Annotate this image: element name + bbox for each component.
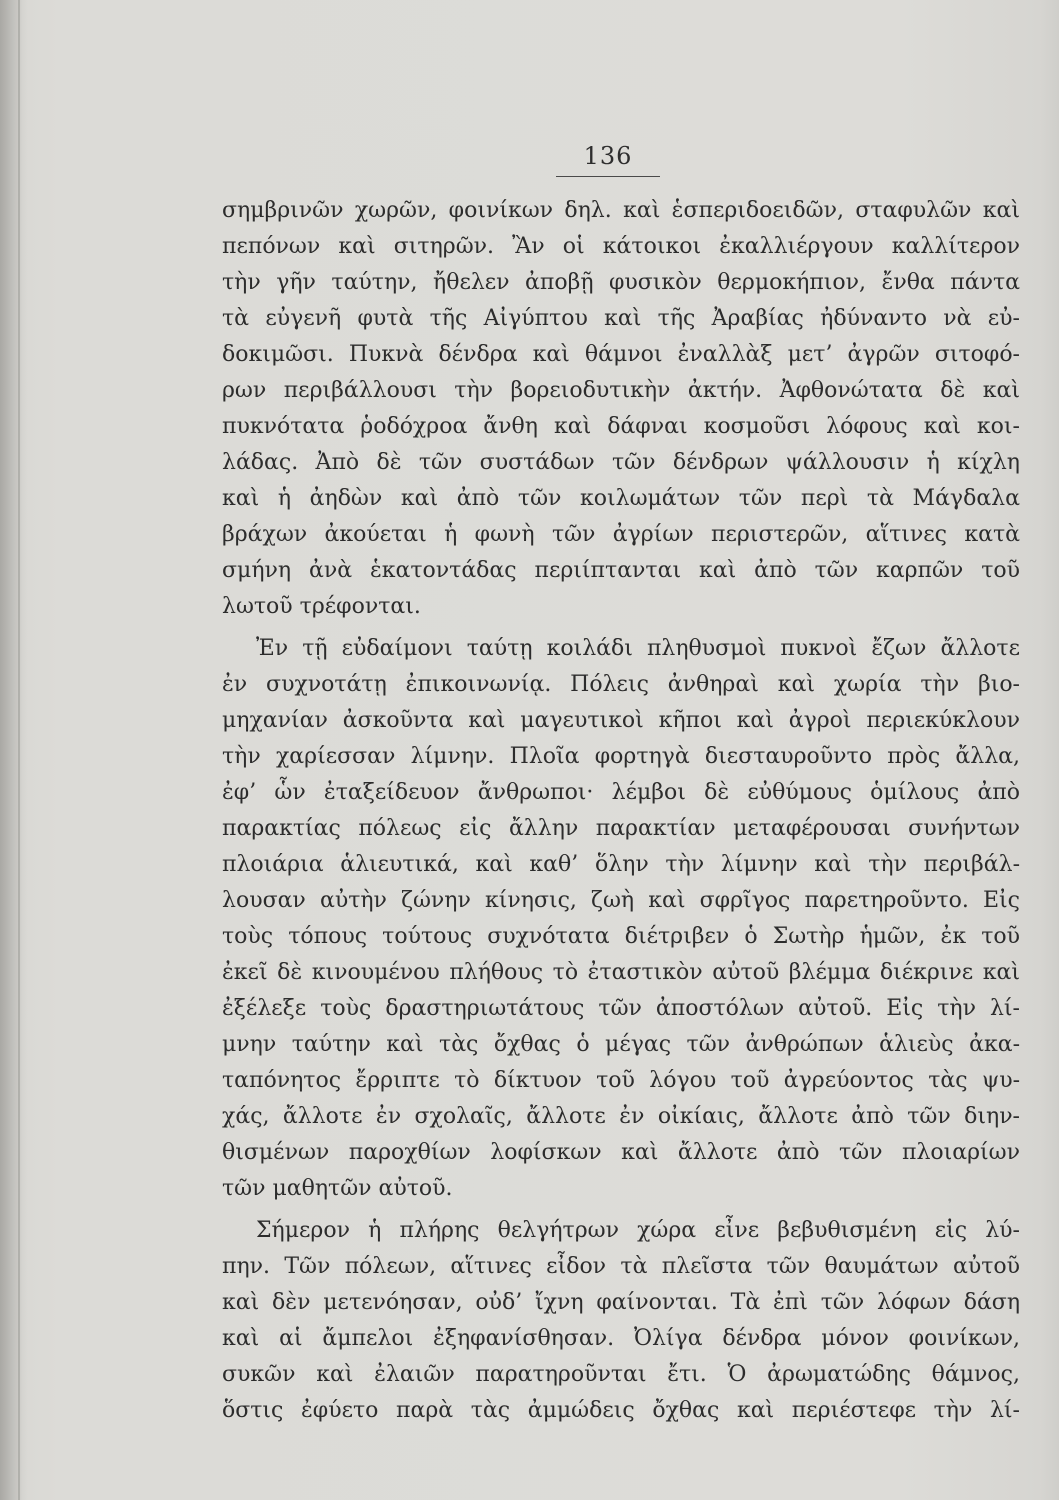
text-line: σημβρινῶν χωρῶν, φοινίκων δηλ. καὶ ἑσπεριδοειδῶν, σταφυλῶν καὶ bbox=[222, 198, 1020, 223]
text-line: τὴν γῆν ταύτην, ἤθελεν ἀποβῇ φυσικὸν θερμοκήπιον, ἔνθα πάντα bbox=[222, 270, 1020, 295]
text-line: τοὺς τόπους τούτους συχνότατα διέτριβεν ὁ Σωτὴρ ἡμῶν, ἐκ τοῦ bbox=[222, 924, 1020, 949]
text-line: Ἐν τῇ εὐδαίμονι ταύτῃ κοιλάδι πληθυσμοὶ πυκνοὶ ἔζων ἄλλοτε bbox=[256, 636, 1020, 661]
text-line: πεπόνων καὶ σιτηρῶν. Ἂν οἱ κάτοικοι ἐκαλλιέργουν καλλίτερον bbox=[222, 234, 1020, 259]
text-line: συκῶν καὶ ἐλαιῶν παρατηροῦνται ἔτι. Ὁ ἀρωματώδης θάμνος, bbox=[222, 1362, 1020, 1387]
page-number-rule bbox=[556, 176, 660, 177]
text-line: καὶ αἱ ἄμπελοι ἐξηφανίσθησαν. Ὀλίγα δένδρα μόνον φοινίκων, bbox=[222, 1326, 1020, 1351]
text-line: ταπόνητος ἔρριπτε τὸ δίκτυον τοῦ λόγου τοῦ ἀγρεύοντος τὰς ψυ- bbox=[222, 1068, 1020, 1093]
text-line: πυκνότατα ῥοδόχροα ἄνθη καὶ δάφναι κοσμοῦσι λόφους καὶ κοι- bbox=[222, 414, 1020, 439]
text-line: καὶ δὲν μετενόησαν, οὐδ’ ἴχνη φαίνονται. Τὰ ἐπὶ τῶν λόφων δάση bbox=[222, 1290, 1020, 1315]
text-line: λωτοῦ τρέφονται. bbox=[222, 594, 421, 619]
text-line: λάδας. Ἀπὸ δὲ τῶν συστάδων τῶν δένδρων ψάλλουσιν ἡ κίχλη bbox=[222, 450, 1020, 475]
text-line: ἐξέλεξε τοὺς δραστηριωτάτους τῶν ἀποστόλων αὐτοῦ. Εἰς τὴν λί- bbox=[222, 996, 1020, 1021]
text-line: δοκιμῶσι. Πυκνὰ δένδρα καὶ θάμνοι ἐναλλὰξ μετ’ ἀγρῶν σιτοφό- bbox=[222, 342, 1020, 367]
text-line: ρων περιβάλλουσι τὴν βορειοδυτικὴν ἀκτήν. Ἀφθονώτατα δὲ καὶ bbox=[222, 378, 1020, 403]
text-line: τῶν μαθητῶν αὐτοῦ. bbox=[222, 1176, 453, 1201]
text-line: ἐκεῖ δὲ κινουμένου πλήθους τὸ ἐταστικὸν αὐτοῦ βλέμμα διέκρινε καὶ bbox=[222, 960, 1020, 985]
text-line: καὶ ἡ ἀηδὼν καὶ ἀπὸ τῶν κοιλωμάτων τῶν περὶ τὰ Μάγδαλα bbox=[222, 486, 1020, 511]
body-text bbox=[222, 193, 1020, 1429]
text-line: Σήμερον ἡ πλήρης θελγήτρων χώρα εἶνε βεβυθισμένη εἰς λύ- bbox=[256, 1218, 1020, 1243]
text-line: μνην ταύτην καὶ τὰς ὄχθας ὁ μέγας τῶν ἀνθρώπων ἁλιεὺς ἀκα- bbox=[222, 1032, 1020, 1057]
binding-edge bbox=[18, 0, 20, 1500]
text-line: ἐν συχνοτάτῃ ἐπικοινωνίᾳ. Πόλεις ἀνθηραὶ καὶ χωρία τὴν βιο- bbox=[222, 672, 1020, 697]
text-line: θισμένων παροχθίων λοφίσκων καὶ ἄλλοτε ἀπὸ τῶν πλοιαρίων bbox=[222, 1140, 1020, 1165]
text-line: πλοιάρια ἁλιευτικά, καὶ καθ’ ὅλην τὴν λίμνην καὶ τὴν περιβάλ- bbox=[222, 852, 1020, 877]
text-line: χάς, ἄλλοτε ἐν σχολαῖς, ἄλλοτε ἐν οἰκίαις, ἄλλοτε ἀπὸ τῶν διην- bbox=[222, 1104, 1020, 1129]
text-line: τὰ εὐγενῆ φυτὰ τῆς Αἰγύπτου καὶ τῆς Ἀραβίας ἠδύναντο νὰ εὐ- bbox=[222, 306, 1020, 331]
text-line: τὴν χαρίεσσαν λίμνην. Πλοῖα φορτηγὰ διεσταυροῦντο πρὸς ἄλλα, bbox=[222, 744, 1020, 769]
text-line: βράχων ἀκούεται ἡ φωνὴ τῶν ἀγρίων περιστερῶν, αἵτινες κατὰ bbox=[222, 522, 1020, 547]
text-line: μηχανίαν ἀσκοῦντα καὶ μαγευτικοὶ κῆποι καὶ ἀγροὶ περιεκύκλουν bbox=[222, 708, 1020, 733]
text-line: ὅστις ἐφύετο παρὰ τὰς ἀμμώδεις ὄχθας καὶ περιέστεφε τὴν λί- bbox=[222, 1398, 1020, 1423]
text-line: λουσαν αὐτὴν ζώνην κίνησις, ζωὴ καὶ σφρῖγος παρετηροῦντο. Εἰς bbox=[222, 888, 1020, 913]
text-line: παρακτίας πόλεως εἰς ἄλλην παρακτίαν μεταφέρουσαι συνήντων bbox=[222, 816, 1020, 841]
page-number: 136 bbox=[583, 142, 633, 170]
text-line: πην. Τῶν πόλεων, αἵτινες εἶδον τὰ πλεῖστα τῶν θαυμάτων αὐτοῦ bbox=[222, 1254, 1020, 1279]
text-line: ἐφ’ ὧν ἐταξείδευον ἄνθρωποι· λέμβοι δὲ εὐθύμους ὁμίλους ἀπὸ bbox=[222, 780, 1020, 805]
text-line: σμήνη ἀνὰ ἑκατοντάδας περιίπτανται καὶ ἀπὸ τῶν καρπῶν τοῦ bbox=[222, 558, 1020, 583]
